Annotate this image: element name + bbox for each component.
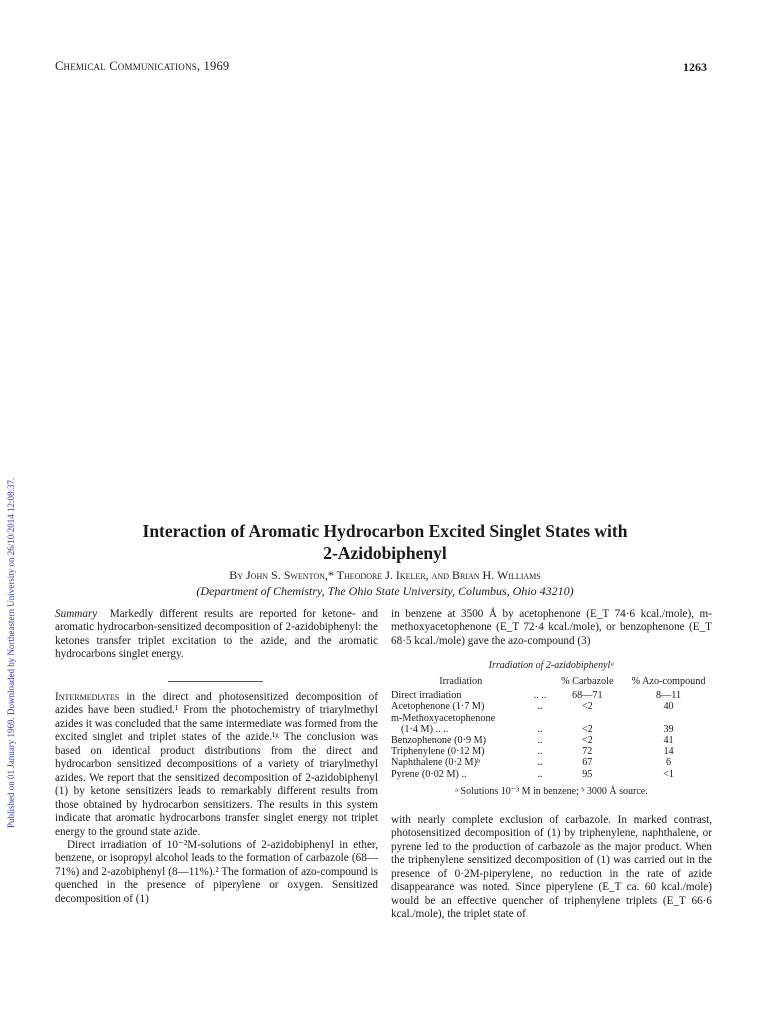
header-irradiation: Irradiation xyxy=(439,676,483,687)
article-title xyxy=(60,520,710,564)
title-line-1: Interaction of Aromatic Hydrocarbon Excited Singlet States with xyxy=(142,521,628,541)
section-divider xyxy=(168,681,263,682)
row-dots: .. xyxy=(537,723,543,735)
row-dots xyxy=(531,713,550,724)
row-azo: 39 xyxy=(663,723,674,735)
table-row xyxy=(391,724,712,735)
row-name: Direct irradiation xyxy=(391,690,462,702)
table-row xyxy=(391,746,712,757)
row-carbazole: 95 xyxy=(582,768,593,780)
row-dots: .. xyxy=(537,701,543,713)
row-name: Pyrene (0·02 M) .. xyxy=(391,768,467,780)
row-dots: .. xyxy=(537,746,543,758)
intro-lead: Intermediates xyxy=(55,691,120,703)
row-carbazole: 72 xyxy=(582,746,593,758)
author-byline: By John S. Swenton,* Theodore J. Ikeler, and Brian H. Williams xyxy=(229,568,541,582)
paragraph-2: Direct irradiation of 10⁻²M-solutions of 2-azidobiphenyl in ether, benzene, or isopropyl alcohol leads to the formation of carbazole (68—71%) and 2-azobiphenyl (8—11%).² The formation of azo-compound is quenched in the presence of piperylene or oxygen. Sensitized decomposition of (1) xyxy=(55,838,378,905)
row-name: Naphthalene (0·2 M)ᵇ xyxy=(391,757,481,769)
journal-header: Chemical Communications, 1969 xyxy=(55,59,230,73)
row-name: Benzophenone (0·9 M) xyxy=(391,735,487,747)
table-row xyxy=(391,690,712,701)
row-dots: .. xyxy=(537,757,543,769)
row-azo: 40 xyxy=(663,701,674,713)
title-line-2: 2-Azidobiphenyl xyxy=(323,543,447,563)
row-azo: <1 xyxy=(663,768,674,780)
summary-label: Summary xyxy=(55,608,98,620)
publication-side-note[interactable]: Published on 01 January 1969. Downloaded by Northeastern University on 26/10/2014 12:08:37. xyxy=(6,477,16,828)
summary xyxy=(55,608,378,662)
table-row xyxy=(391,701,712,712)
table-row xyxy=(391,735,712,746)
row-name: Acetophenone (1·7 M) xyxy=(391,701,485,713)
row-carbazole: 68—71 xyxy=(572,690,603,702)
row-name: (1·4 M) .. .. xyxy=(401,723,449,735)
row-dots: .. xyxy=(537,735,543,747)
table-footnote: ᵃ Solutions 10⁻³ M in benzene; ᵇ 3000 Å source. xyxy=(455,786,648,797)
row-azo xyxy=(625,713,712,724)
table-header-row xyxy=(391,676,712,690)
row-name: m-Methoxyacetophenone xyxy=(391,712,496,724)
table-caption: Irradiation of 2-azidobiphenylᵃ xyxy=(488,660,615,671)
row-dots: .. .. xyxy=(533,690,547,702)
page-number: 1263 xyxy=(683,60,707,74)
paragraph-4: with nearly complete exclusion of carbazole. In marked contrast, photosensitized decomposition of (1) by triphenylene, naphthalene, or pyrene led to the production of carbazole as the major product. When the triphenylene sensitized decomposition of (1) was carried out in the presence of 0·2M-piperylene, no reduction in the rate of azide disappearance was noted. Since piperylene (E_T ca. 60 kcal./mole) would be an effective quencher of triphenylene triplets (E_T 66·6 kcal./mole), the triplet state of xyxy=(391,814,712,921)
table-row xyxy=(391,769,712,780)
paragraph-3: in benzene at 3500 Å by acetophenone (E_T 74·6 kcal./mole), m-methoxyacetophenone (E_T 72·4 kcal./mole), or benzophenone (E_T 68·5 kcal./mole) gave the azo-compound (3) xyxy=(391,608,712,647)
header-carbazole: % Carbazole xyxy=(561,676,614,687)
row-name: Triphenylene (0·12 M) xyxy=(391,746,485,758)
paragraph-1: in the direct and photosensitized decomposition of azides have been studied.¹ From the photochemistry of triarylmethyl azides it was concluded that the same intermediate was formed from the excited singlet and triplet states of the azide.¹ᵍ The conclusion was based on identical product distributions from the direct and hydrocarbon sensitized decompositions of a variety of triarylmethyl azides. We report that the sensitized decomposition of 2-azidobiphenyl (1) by ketone sensitizers leads to remarkably different results from those obtained by hydrocarbon sensitizers. The results in this system indicate that aromatic hydrocarbons transfer singlet energy not triplet energy to the ground state azide. xyxy=(55,691,378,838)
row-azo: 14 xyxy=(663,746,674,758)
row-dots: .. xyxy=(537,768,543,780)
table-row xyxy=(391,713,712,724)
author-affiliation: (Department of Chemistry, The Ohio State University, Columbus, Ohio 43210) xyxy=(196,584,574,598)
row-azo: 41 xyxy=(663,735,674,747)
summary-text: Markedly different results are reported for ketone- and aromatic hydrocarbon-sensitized decomposition of 2-azidobiphenyl: the ketones transfer triplet excitation to the azide, and the aromatic hydrocarbons singlet energy. xyxy=(55,608,379,661)
author-block xyxy=(60,567,710,599)
row-carbazole: <2 xyxy=(581,723,593,735)
row-carbazole: 67 xyxy=(582,757,593,769)
row-azo: 6 xyxy=(666,757,672,769)
results-table xyxy=(391,676,712,780)
header-azo: % Azo-compound xyxy=(631,676,706,687)
row-carbazole xyxy=(550,713,626,724)
row-carbazole: <2 xyxy=(581,735,593,747)
row-carbazole: <2 xyxy=(581,701,593,713)
row-azo: 8—11 xyxy=(656,690,682,702)
left-column-body xyxy=(55,691,378,906)
table-row xyxy=(391,757,712,768)
